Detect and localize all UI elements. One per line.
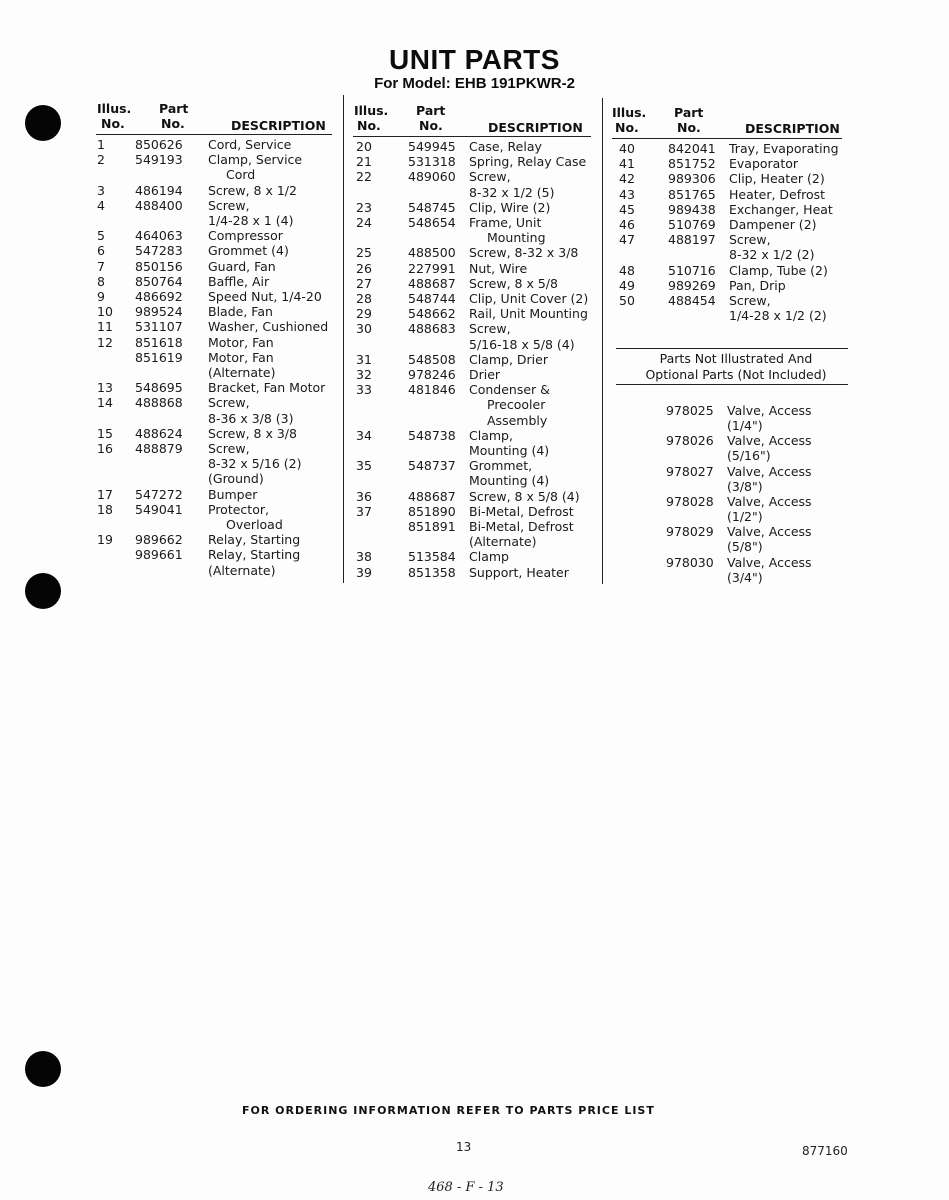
illus-number: 43 (619, 186, 635, 202)
part-description: Case, Relay (469, 139, 542, 154)
part-description: Screw, (208, 395, 250, 411)
part-number: 548737 (408, 458, 456, 474)
part-description: (5/16") (727, 448, 771, 464)
part-number: 548744 (408, 291, 456, 306)
header-underline (96, 134, 332, 135)
part-description: Protector, (208, 501, 269, 517)
part-description: Overload (226, 516, 283, 532)
header-illus: Illus. (612, 105, 647, 120)
part-description: Clip, Wire (2) (469, 199, 551, 215)
part-description: Baffle, Air (208, 273, 270, 289)
illus-number: 41 (619, 156, 635, 172)
part-number: 488500 (408, 245, 456, 261)
part-description: Bi-Metal, Defrost (469, 503, 574, 519)
part-description: Cord (226, 167, 256, 183)
illus-number: 48 (619, 262, 635, 278)
part-number: 978027 (666, 463, 714, 479)
binder-hole-middle (25, 573, 61, 609)
part-description: 8-36 x 3/8 (3) (208, 410, 294, 426)
illus-number: 15 (97, 425, 113, 441)
part-description: 8-32 x 1/2 (5) (469, 184, 555, 200)
illus-number: 28 (356, 291, 372, 306)
part-number: 989438 (668, 201, 716, 217)
part-number: 227991 (408, 260, 456, 276)
part-number: 486692 (135, 289, 183, 304)
part-description: Mounting (4) (469, 473, 550, 489)
optional-title-line1: Parts Not Illustrated And (659, 351, 813, 366)
part-description: (Ground) (208, 471, 264, 487)
part-description: Relay, Starting (208, 532, 301, 548)
part-number: 851619 (135, 349, 183, 365)
illus-number: 7 (97, 258, 105, 274)
illus-number: 47 (619, 232, 635, 248)
header-part-no: No. (161, 116, 185, 131)
header-illus-no: No. (101, 116, 125, 131)
illus-number: 49 (619, 277, 635, 293)
illus-number: 29 (356, 306, 372, 322)
part-description: Speed Nut, 1/4-20 (208, 289, 322, 304)
header-description: DESCRIPTION (488, 120, 583, 135)
part-description: Screw, (729, 293, 771, 308)
part-number: 851618 (135, 334, 183, 350)
part-description: Screw, (208, 197, 250, 213)
illus-number: 40 (619, 141, 635, 156)
part-description: Tray, Evaporating (729, 141, 839, 156)
part-description: Bumper (208, 486, 258, 502)
illus-number: 32 (356, 367, 372, 382)
part-number: 851752 (668, 156, 716, 172)
part-description: Exchanger, Heat (729, 201, 833, 217)
part-description: Assembly (487, 412, 548, 428)
part-number: 978026 (666, 433, 714, 449)
optional-title-line2: Optional Parts (Not Included) (645, 367, 827, 382)
part-description: Clamp, Tube (2) (729, 262, 828, 278)
part-number: 549945 (408, 139, 456, 154)
illus-number: 30 (356, 321, 372, 337)
illus-number: 14 (97, 395, 113, 411)
part-description: Screw, 8 x 1/2 (208, 182, 297, 198)
illus-number: 23 (356, 199, 372, 215)
header-illus-no: No. (357, 118, 381, 133)
part-description: (1/4") (727, 418, 763, 434)
part-description: (3/8") (727, 478, 763, 494)
part-number: 989662 (135, 532, 183, 548)
header-illus: Illus. (97, 101, 132, 116)
part-number: 481846 (408, 382, 456, 398)
part-number: 548745 (408, 199, 456, 215)
part-number: 989524 (135, 304, 183, 320)
part-description: Screw, 8 x 5/8 (469, 275, 558, 291)
illus-number: 31 (356, 351, 372, 367)
part-description: Clip, Unit Cover (2) (469, 291, 589, 306)
part-description: Mounting (4) (469, 442, 550, 458)
part-number: 513584 (408, 549, 456, 565)
illus-number: 9 (97, 289, 105, 304)
illus-number: 34 (356, 427, 372, 443)
part-description: Condenser & (469, 382, 550, 398)
part-description: Screw, 8-32 x 3/8 (469, 245, 579, 261)
illus-number: 24 (356, 215, 372, 230)
page-title: UNIT PARTS (389, 44, 560, 75)
illus-number: 42 (619, 171, 635, 187)
header-illus: Illus. (354, 103, 389, 118)
part-description: 8-32 x 1/2 (2) (729, 247, 815, 263)
part-description: Heater, Defrost (729, 186, 826, 202)
part-description: Pan, Drip (729, 277, 786, 293)
illus-number: 19 (97, 532, 113, 548)
part-number: 851358 (408, 564, 456, 580)
column-divider-1 (343, 95, 344, 583)
part-number: 549041 (135, 501, 183, 517)
part-description: Clamp, Drier (469, 351, 548, 367)
header-illus-no: No. (615, 120, 639, 135)
part-description: Nut, Wire (469, 260, 528, 276)
header-underline (612, 138, 842, 139)
part-description: (5/8") (727, 539, 763, 555)
part-number: 850626 (135, 137, 183, 152)
header-part-no: No. (677, 120, 701, 135)
illus-number: 36 (356, 488, 372, 504)
illus-number: 5 (97, 228, 105, 244)
part-description: Support, Heater (469, 564, 569, 580)
part-number: 851890 (408, 503, 456, 519)
document-number: 877160 (802, 1144, 848, 1158)
column-divider-2 (602, 98, 603, 584)
part-number: 489060 (408, 169, 456, 185)
header-description: DESCRIPTION (745, 121, 840, 136)
illus-number: 46 (619, 217, 635, 232)
illus-number: 21 (356, 154, 372, 170)
part-number: 486194 (135, 182, 183, 198)
part-number: 547272 (135, 486, 183, 502)
part-description: Evaporator (729, 156, 799, 172)
part-number: 510769 (668, 217, 716, 232)
part-number: 978025 (666, 403, 714, 418)
illus-number: 12 (97, 334, 113, 350)
header-part: Part (416, 103, 446, 118)
part-description: Blade, Fan (208, 304, 273, 320)
illus-number: 13 (97, 380, 113, 396)
part-number: 464063 (135, 228, 183, 244)
part-number: 548508 (408, 351, 456, 367)
part-description: Grommet, (469, 458, 533, 474)
illus-number: 39 (356, 564, 372, 580)
part-description: Screw, 8 x 3/8 (208, 425, 297, 441)
illus-number: 35 (356, 458, 372, 474)
part-number: 549193 (135, 152, 183, 168)
page-number: 13 (456, 1140, 472, 1154)
illus-number: 33 (356, 382, 372, 398)
binder-hole-top (25, 105, 61, 141)
illus-number: 16 (97, 441, 113, 456)
part-description: Precooler (487, 397, 546, 413)
illus-number: 17 (97, 486, 113, 502)
part-description: Screw, (469, 321, 511, 337)
part-description: Washer, Cushioned (208, 319, 329, 335)
part-description: Screw, (208, 441, 250, 456)
part-description: Clamp, (469, 427, 513, 443)
header-part: Part (674, 105, 704, 120)
illus-number: 26 (356, 260, 372, 276)
part-description: (3/4") (727, 569, 763, 585)
part-description: Clamp (469, 549, 509, 565)
part-number: 488868 (135, 395, 183, 411)
optional-bottom-rule (616, 384, 848, 385)
part-number: 547283 (135, 243, 183, 259)
part-number: 978028 (666, 493, 714, 509)
model-subtitle: For Model: EHB 191PKWR-2 (374, 75, 575, 92)
ordering-info: FOR ORDERING INFORMATION REFER TO PARTS PRICE LIST (242, 1104, 655, 1117)
illus-number: 37 (356, 503, 372, 519)
part-description: Motor, Fan (208, 334, 274, 350)
part-description: Drier (469, 367, 501, 382)
illus-number: 2 (97, 152, 105, 168)
part-description: Bracket, Fan Motor (208, 380, 326, 396)
illus-number: 4 (97, 197, 105, 213)
part-description: Clamp, Service (208, 152, 303, 168)
part-number: 488454 (668, 293, 716, 308)
part-description: Valve, Access (727, 554, 812, 570)
part-description: Screw, (729, 232, 771, 248)
part-description: Valve, Access (727, 403, 812, 418)
part-number: 842041 (668, 141, 716, 156)
part-description: Frame, Unit (469, 215, 542, 230)
part-number: 548662 (408, 306, 456, 322)
part-number: 488624 (135, 425, 183, 441)
part-description: 1/4-28 x 1/2 (2) (729, 308, 827, 324)
part-description: (Alternate) (469, 534, 537, 550)
part-description: (Alternate) (208, 562, 276, 578)
part-description: Screw, (469, 169, 511, 185)
part-number: 488687 (408, 275, 456, 291)
optional-top-rule (616, 348, 848, 349)
illus-number: 6 (97, 243, 105, 259)
header-description: DESCRIPTION (231, 118, 326, 133)
binder-hole-bottom (25, 1051, 61, 1087)
part-number: 989269 (668, 277, 716, 293)
part-number: 850764 (135, 273, 183, 289)
part-description: Screw, 8 x 5/8 (4) (469, 488, 580, 504)
part-number: 978029 (666, 524, 714, 540)
part-description: 1/4-28 x 1 (4) (208, 212, 294, 228)
part-number: 548654 (408, 215, 456, 230)
part-number: 488197 (668, 232, 716, 248)
part-description: Bi-Metal, Defrost (469, 519, 574, 534)
part-number: 851765 (668, 186, 716, 202)
part-description: Cord, Service (208, 137, 292, 152)
header-part-no: No. (419, 118, 443, 133)
part-description: Relay, Starting (208, 547, 301, 563)
part-number: 488683 (408, 321, 456, 337)
illus-number: 25 (356, 245, 372, 261)
part-number: 510716 (668, 262, 716, 278)
illus-number: 10 (97, 304, 113, 320)
part-description: Grommet (4) (208, 243, 289, 259)
part-number: 548738 (408, 427, 456, 443)
part-description: Motor, Fan (208, 349, 274, 365)
part-description: Valve, Access (727, 524, 812, 540)
illus-number: 45 (619, 201, 635, 217)
illus-number: 3 (97, 182, 105, 198)
part-description: (1/2") (727, 509, 763, 525)
illus-number: 20 (356, 139, 372, 154)
illus-number: 27 (356, 275, 372, 291)
part-description: Valve, Access (727, 493, 812, 509)
illus-number: 18 (97, 501, 113, 517)
part-description: Mounting (487, 230, 546, 246)
part-number: 851891 (408, 519, 456, 534)
header-part: Part (159, 101, 189, 116)
part-description: 8-32 x 5/16 (2) (208, 456, 302, 472)
part-number: 488400 (135, 197, 183, 213)
part-description: Valve, Access (727, 463, 812, 479)
part-number: 488879 (135, 441, 183, 456)
part-number: 548695 (135, 380, 183, 396)
part-description: Compressor (208, 228, 283, 244)
illus-number: 1 (97, 137, 105, 152)
part-number: 989306 (668, 171, 716, 187)
part-number: 850156 (135, 258, 183, 274)
illus-number: 8 (97, 273, 105, 289)
part-description: (Alternate) (208, 364, 276, 380)
part-number: 488687 (408, 488, 456, 504)
illus-number: 38 (356, 549, 372, 565)
part-number: 978030 (666, 554, 714, 570)
part-number: 978246 (408, 367, 456, 382)
part-description: Dampener (2) (729, 217, 817, 232)
part-description: 5/16-18 x 5/8 (4) (469, 336, 575, 352)
part-number: 531107 (135, 319, 183, 335)
part-description: Valve, Access (727, 433, 812, 449)
part-number: 989661 (135, 547, 183, 563)
part-description: Spring, Relay Case (469, 154, 587, 170)
header-underline (353, 136, 591, 137)
illus-number: 50 (619, 293, 635, 308)
illus-number: 11 (97, 319, 113, 335)
part-description: Guard, Fan (208, 258, 276, 274)
illus-number: 22 (356, 169, 372, 185)
part-description: Rail, Unit Mounting (469, 306, 588, 322)
part-number: 531318 (408, 154, 456, 170)
handwritten-note: 468 - F - 13 (428, 1180, 504, 1195)
part-description: Clip, Heater (2) (729, 171, 825, 187)
